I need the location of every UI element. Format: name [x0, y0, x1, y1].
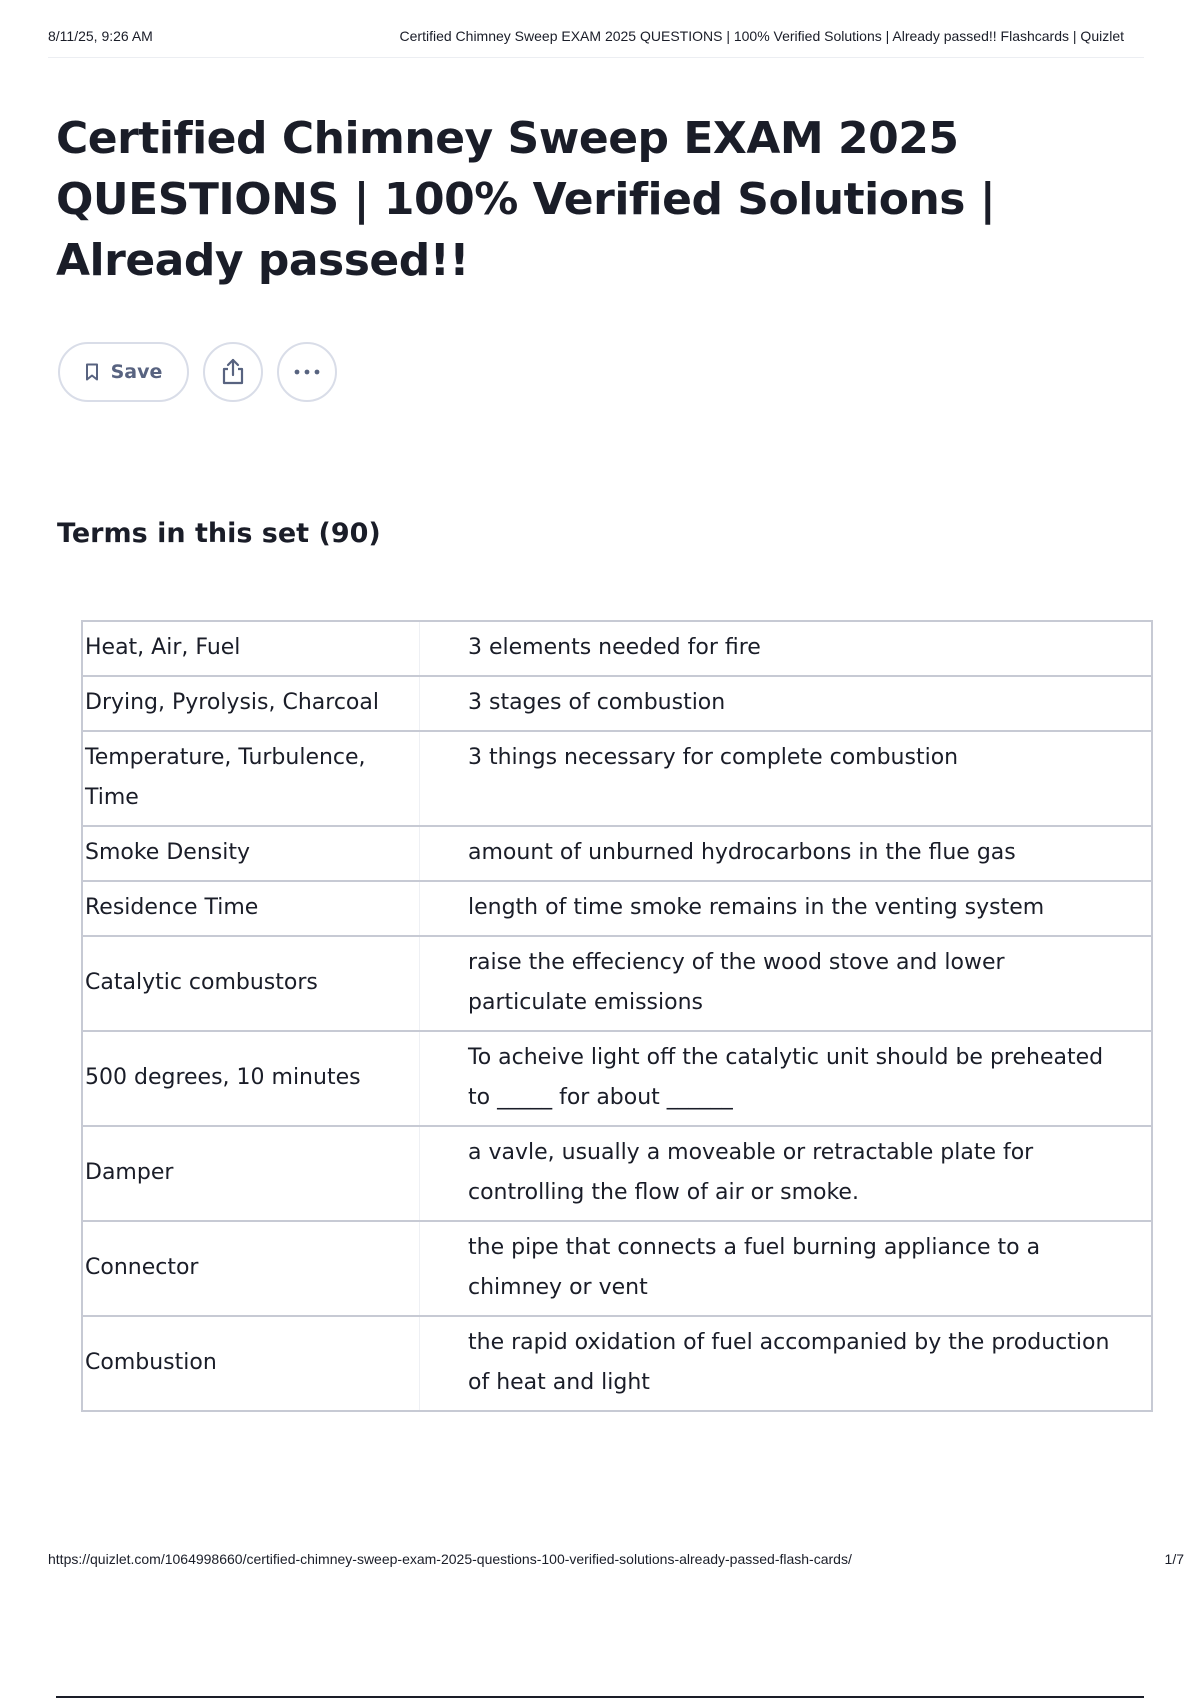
page-url: https://quizlet.com/1064998660/certified-chimney-sweep-exam-2025-questions-100-verified-solutions-already-passed-flash-cards/ — [48, 1551, 852, 1567]
definition-cell: length of time smoke remains in the venting system — [420, 881, 1153, 936]
header-divider — [48, 57, 1144, 58]
page-bottom-divider — [56, 1696, 1144, 1698]
terms-table — [81, 620, 1153, 1412]
print-page-title: Certified Chimney Sweep EXAM 2025 QUESTIONS | 100% Verified Solutions | Already passed!! Flashcards | Quizlet — [399, 28, 1124, 44]
term-cell: Damper — [82, 1126, 420, 1221]
table-row — [82, 731, 1152, 826]
print-footer — [48, 1551, 1184, 1567]
definition-cell: a vavle, usually a moveable or retractable plate for controlling the flow of air or smoke. — [420, 1126, 1153, 1221]
definition-cell: To acheive light off the catalytic unit should be preheated to _____ for about ______ — [420, 1031, 1153, 1126]
table-row — [82, 1031, 1152, 1126]
table-row — [82, 1221, 1152, 1316]
more-options-button[interactable] — [277, 342, 337, 402]
term-cell: Smoke Density — [82, 826, 420, 881]
page-number: 1/7 — [1164, 1551, 1184, 1567]
table-row — [82, 1316, 1152, 1411]
table-row — [82, 676, 1152, 731]
table-row — [82, 881, 1152, 936]
bookmark-icon — [85, 363, 99, 381]
term-cell: Catalytic combustors — [82, 936, 420, 1031]
definition-cell: the pipe that connects a fuel burning appliance to a chimney or vent — [420, 1221, 1153, 1316]
table-row — [82, 1126, 1152, 1221]
term-cell: Combustion — [82, 1316, 420, 1411]
page-title: Certified Chimney Sweep EXAM 2025 QUESTIONS | 100% Verified Solutions | Already passed!! — [56, 113, 996, 286]
term-cell: Temperature, Turbulence, Time — [82, 731, 420, 826]
table-row — [82, 621, 1152, 676]
definition-cell: amount of unburned hydrocarbons in the flue gas — [420, 826, 1153, 881]
table-row — [82, 826, 1152, 881]
share-button[interactable] — [203, 342, 263, 402]
definition-cell: 3 things necessary for complete combustion — [420, 731, 1153, 826]
save-button[interactable] — [58, 342, 189, 402]
term-cell: Connector — [82, 1221, 420, 1316]
print-date: 8/11/25, 9:26 AM — [48, 28, 153, 44]
table-row — [82, 936, 1152, 1031]
definition-cell: 3 elements needed for fire — [420, 621, 1153, 676]
term-cell: Heat, Air, Fuel — [82, 621, 420, 676]
share-icon — [220, 358, 246, 386]
save-button-label: Save — [110, 361, 163, 383]
definition-cell: 3 stages of combustion — [420, 676, 1153, 731]
definition-cell: raise the effeciency of the wood stove and lower particulate emissions — [420, 936, 1153, 1031]
terms-section-title: Terms in this set (90) — [57, 518, 381, 549]
term-cell: 500 degrees, 10 minutes — [82, 1031, 420, 1126]
definition-cell: the rapid oxidation of fuel accompanied by the production of heat and light — [420, 1316, 1153, 1411]
more-dots-icon — [294, 369, 320, 375]
action-bar — [58, 342, 337, 402]
term-cell: Residence Time — [82, 881, 420, 936]
term-cell: Drying, Pyrolysis, Charcoal — [82, 676, 420, 731]
print-header — [48, 28, 1144, 44]
